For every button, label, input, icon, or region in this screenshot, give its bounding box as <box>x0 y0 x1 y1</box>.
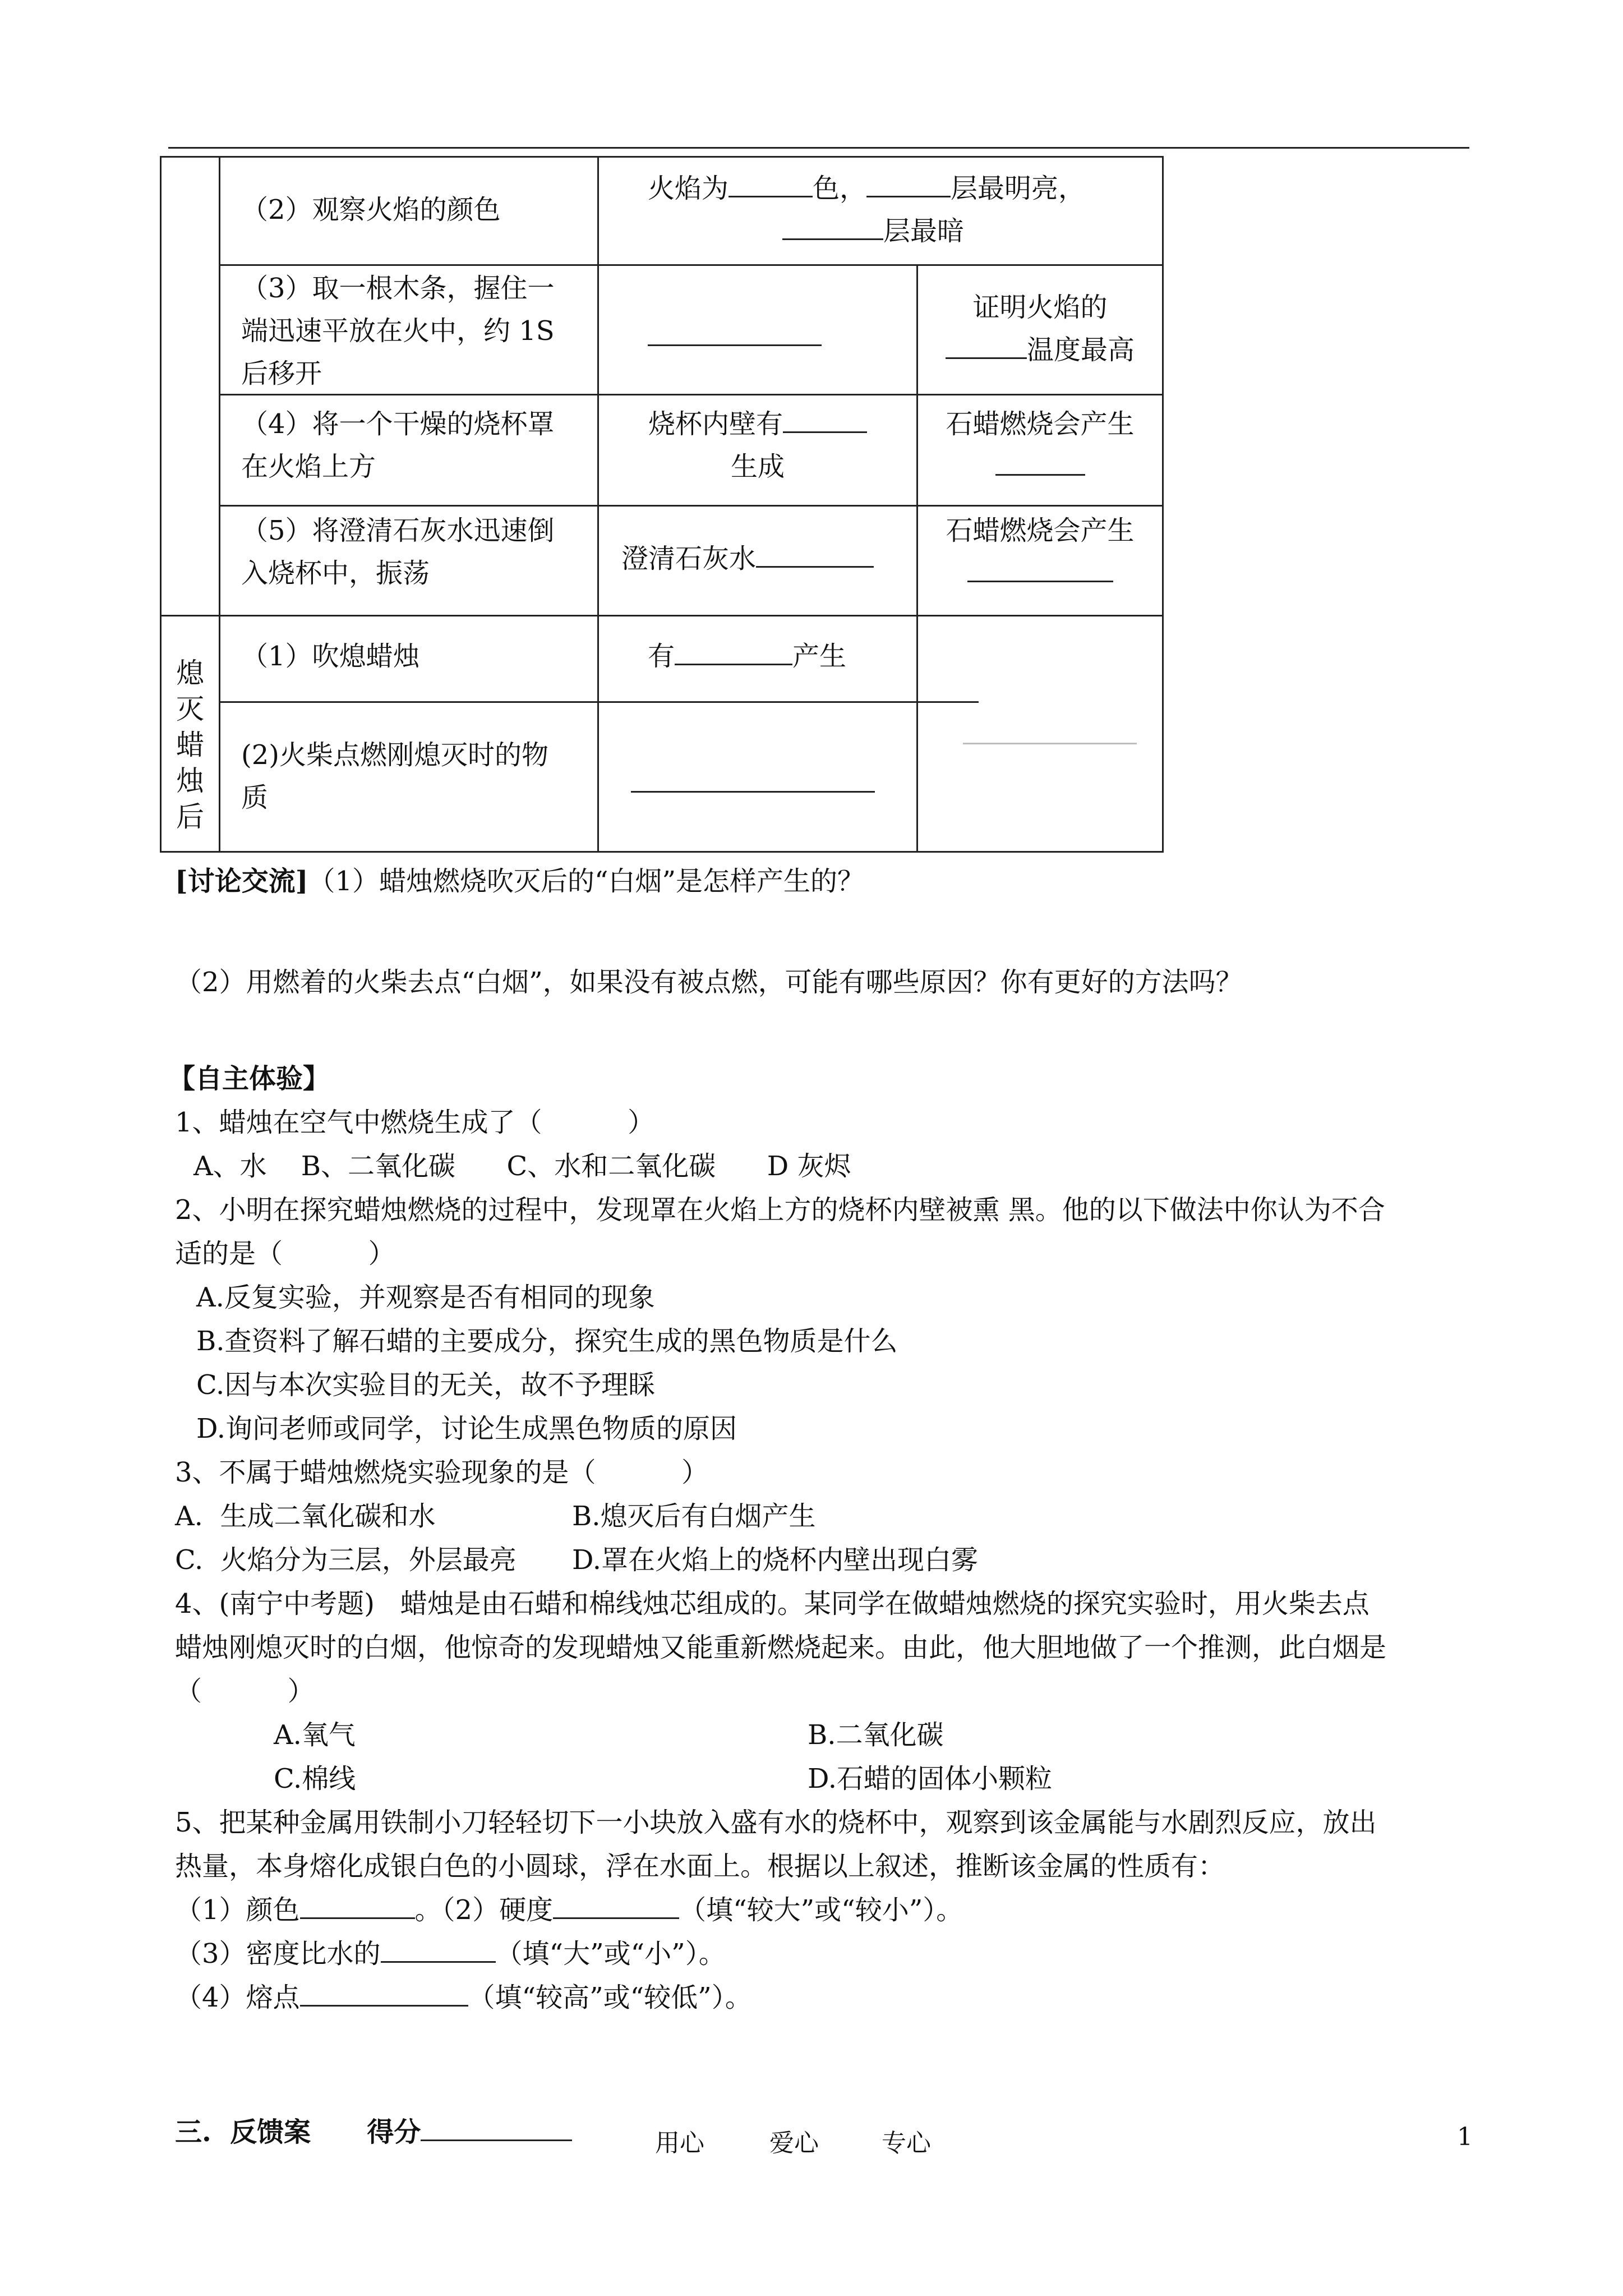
question-4-line1: 4、(南宁中考题) 蜡烛是由石蜡和棉线烛芯组成的。某同学在做蜡烛燃烧的探究实验时，用火柴去点 <box>175 1588 1370 1619</box>
feedback-section: 三. 反馈案 得分 <box>175 2115 572 2150</box>
question-5-part4: （4）熔点 （填“较高”或“较低”）。 <box>175 1982 752 2013</box>
page-number: 1 <box>1457 2123 1473 2151</box>
question-2-option-c: C.因与本次实验目的无关，故不予理睬 <box>196 1369 656 1401</box>
section-heading-self-experience: 【自主体验】 <box>168 1063 330 1094</box>
section-after-extinguish: 熄灭蜡烛后 <box>176 657 204 833</box>
footer-motto-2: 爱心 <box>769 2129 819 2157</box>
discussion-q2: （2）用燃着的火柴去点“白烟”，如果没有被点燃，可能有哪些原因？你有更好的方法吗？ <box>175 967 1243 998</box>
step-observe-flame-color: （2）观察火焰的颜色 <box>241 194 501 226</box>
conclusion-product-water: 石蜡燃烧会产生 <box>918 403 1162 488</box>
question-3-option-a: A. 生成二氧化碳和水 <box>175 1501 436 1532</box>
step-limewater: （5）将澄清石灰水迅速倒 入烧杯中，振荡 <box>241 515 555 589</box>
question-1: 1、蜡烛在空气中燃烧生成了（ ） <box>175 1107 655 1138</box>
observation-darkest-layer: 层最暗 <box>782 210 964 252</box>
step-match-ignite: (2)火柴点燃刚熄灭时的物 质 <box>241 739 548 813</box>
question-5-part1: （1）颜色 。（2）硬度 （填“较大”或“较小”）。 <box>175 1894 963 1926</box>
question-2-line1: 2、小明在探究蜡烛燃烧的过程中，发现罩在火焰上方的烧杯内壁被熏 黑。他的以下做法中你认为不合 <box>175 1194 1385 1226</box>
discussion-q1: [讨论交流]（1）蜡烛燃烧吹灭后的“白烟”是怎样产生的？ <box>175 866 865 897</box>
question-4-line2: 蜡烛刚熄灭时的白烟，他惊奇的发现蜡烛又能重新燃烧起来。由此，他大胆地做了一个推测，此白烟是 <box>175 1632 1387 1663</box>
question-5-line2: 热量，本身熔化成银白色的小圆球，浮在水面上。根据以上叙述，推断该金属的性质有： <box>175 1851 1225 1882</box>
answer-blank[interactable] <box>631 769 875 793</box>
step-dry-beaker: （4）将一个干燥的烧杯罩 在火焰上方 <box>241 408 555 482</box>
footer-motto-3: 专心 <box>882 2129 931 2157</box>
question-1-options: A、水 B、二氧化碳 C、水和二氧化碳 D 灰烬 <box>193 1151 851 1182</box>
question-3: 3、不属于蜡烛燃烧实验现象的是（ ） <box>175 1457 709 1488</box>
step-blow-out-candle: （1）吹熄蜡烛 <box>241 641 420 672</box>
question-4-option-a: A.氧气 <box>274 1719 356 1751</box>
answer-blank-faint[interactable] <box>963 743 1137 744</box>
question-3-option-c: C. 火焰分为三层，外层最亮 <box>175 1544 517 1576</box>
observation-limewater: 澄清石灰水 <box>621 537 874 580</box>
observation-beaker-wall: 烧杯内壁有 生成 <box>599 403 916 488</box>
observation-flame-color: 火焰为 色， 层最明亮， <box>648 173 1086 204</box>
footer-motto-1: 用心 <box>655 2129 704 2157</box>
question-2-option-a: A.反复实验，并观察是否有相同的现象 <box>196 1282 655 1313</box>
conclusion-product-co2: 石蜡燃烧会产生 <box>918 509 1162 595</box>
question-4-option-c: C.棉线 <box>274 1763 356 1795</box>
header-rule <box>168 147 1469 149</box>
step-wood-strip: （3）取一根木条，握住一 端迅速平放在火中，约 1S 后移开 <box>241 273 555 389</box>
question-5-line1: 5、把某种金属用铁制小刀轻轻切下一小块放入盛有水的烧杯中，观察到该金属能与水剧烈反应，放出 <box>175 1807 1377 1838</box>
question-2-option-b: B.查资料了解石蜡的主要成分，探究生成的黑色物质是什么 <box>196 1326 898 1357</box>
question-2-line2: 适的是（ ） <box>175 1238 395 1269</box>
answer-blank[interactable] <box>648 322 822 346</box>
observation-white-smoke: 有 产生 <box>648 641 847 672</box>
conclusion-hottest-layer: 证明火焰的 温度最高 <box>918 286 1162 371</box>
question-4-option-d: D.石蜡的固体小颗粒 <box>808 1763 1053 1795</box>
question-2-option-d: D.询问老师或同学，讨论生成黑色物质的原因 <box>196 1413 737 1444</box>
question-3-option-d: D.罩在火焰上的烧杯内壁出现白雾 <box>572 1544 979 1576</box>
question-3-option-b: B.熄灭后有白烟产生 <box>572 1501 816 1532</box>
question-4-line3: （ ） <box>175 1676 315 1707</box>
question-5-part3: （3）密度比水的 （填“大”或“小”）。 <box>175 1938 726 1970</box>
experiment-table <box>160 156 1164 853</box>
question-4-option-b: B.二氧化碳 <box>808 1719 944 1751</box>
